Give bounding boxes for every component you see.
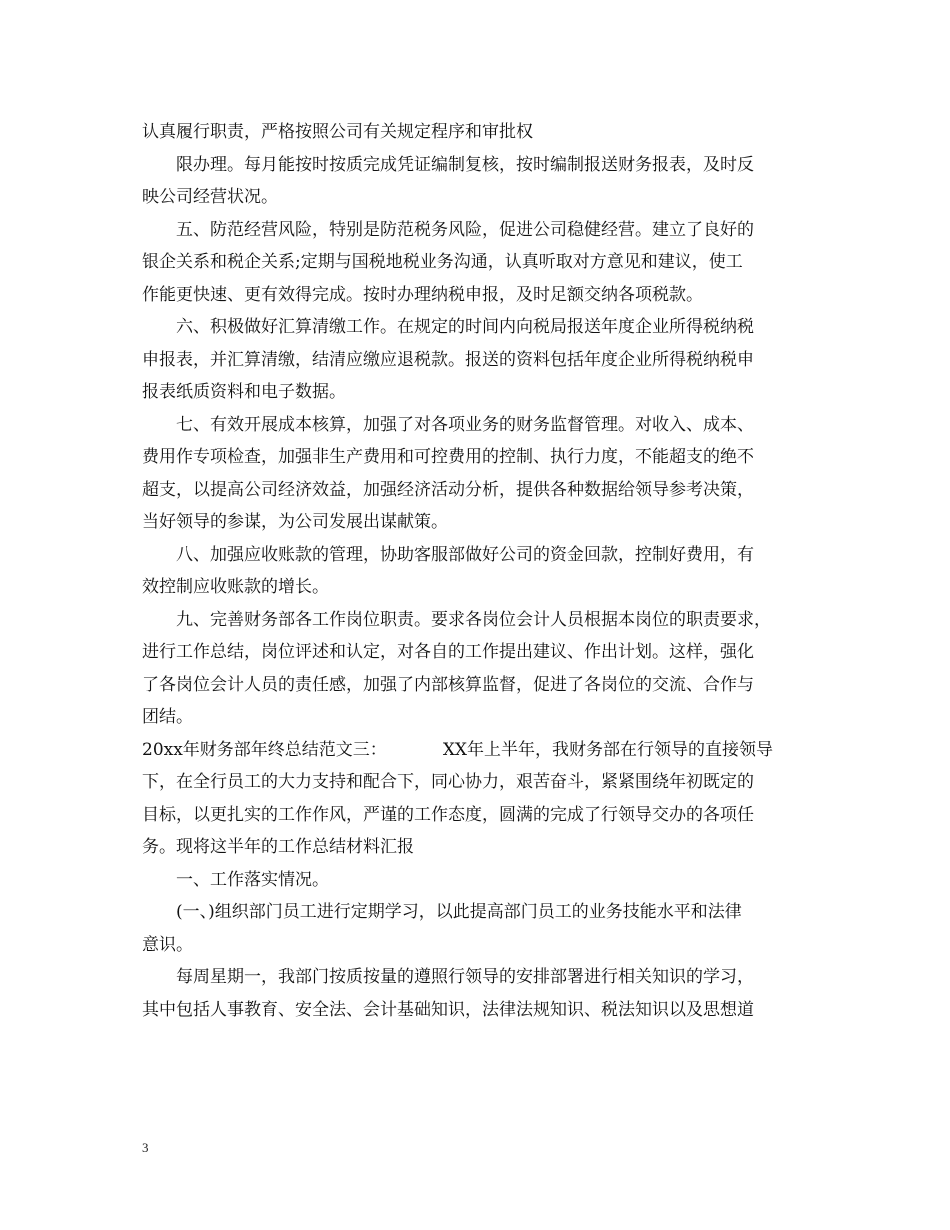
text-line: 作能更快速、更有效得完成。按时办理纳税申报，及时足额交纳各项税款。: [142, 284, 703, 305]
paragraph-seven-start: 七、有效开展成本核算，加强了对各项业务的财务监督管理。对收入、成本、: [176, 414, 754, 435]
text-line: 了各岗位会计人员的责任感，加强了内部核算监督，促进了各岗位的交流、合作与: [142, 674, 754, 695]
paragraph-six-start: 六、积极做好汇算清缴工作。在规定的时间内向税局报送年度企业所得税纳税: [176, 317, 754, 337]
section-heading: 20xx年财务部年终总结范文三：: [142, 739, 387, 760]
text-line: 认真履行职责，严格按照公司有关规定程序和审批权: [142, 122, 533, 142]
text-line: 团结。: [142, 707, 193, 727]
document-body: [142, 116, 814, 1026]
paragraph-five-start: 五、防范经营风险，特别是防范税务风险，促进公司稳健经营。建立了良好的: [176, 219, 754, 240]
section-intro-text: XX年上半年，我财务部在行领导的直接领导: [442, 739, 774, 760]
text-line: 务。现将这半年的工作总结材料汇报: [142, 837, 414, 857]
paragraph-weekly-start: 每周星期一，我部门按质按量的遵照行领导的安排部署进行相关知识的学习，: [176, 967, 754, 987]
section-heading-line: [142, 734, 814, 767]
text-line: 下，在全行员工的大力支持和配合下，同心协力，艰苦奋斗，紧紧围绕年初既定的: [142, 772, 754, 792]
text-line: 效控制应收账款的增长。: [142, 577, 329, 597]
text-line: 银企关系和税企关系;定期与国税地税业务沟通，认真听取对方意见和建议，使工: [142, 252, 743, 272]
text-line: 报表纸质资料和电子数据。: [142, 382, 346, 402]
paragraph-nine-start: 九、完善财务部各工作岗位职责。要求各岗位会计人员根据本岗位的职责要求，: [176, 609, 771, 630]
text-line: 限办理。每月能按时按质完成凭证编制复核，按时编制报送财务报表，及时反: [176, 154, 754, 175]
item-one-start: (一、)组织部门员工进行定期学习，以此提高部门员工的业务技能水平和法律: [176, 902, 742, 922]
text-line: 当好领导的参谋，为公司发展出谋献策。: [142, 512, 448, 532]
text-line: 超支，以提高公司经济效益，加强经济活动分析，提供各种数据给领导参考决策，: [142, 479, 754, 500]
text-line: 意识。: [142, 934, 193, 955]
paragraph-eight-start: 八、加强应收账款的管理，协助客服部做好公司的资金回款，控制好费用，有: [176, 544, 754, 565]
text-line: 映公司经营状况。: [142, 187, 278, 207]
text-line: 进行工作总结，岗位评述和认定，对各自的工作提出建议、作出计划。这样，强化: [142, 642, 754, 662]
subsection-heading: 一、工作落实情况。: [176, 869, 329, 890]
page-number: 3: [142, 1140, 149, 1155]
text-line: 目标，以更扎实的工作作风，严谨的工作态度，圆满的完成了行领导交办的各项任: [142, 804, 754, 825]
text-line: 申报表，并汇算清缴，结清应缴应退税款。报送的资料包括年度企业所得税纳税申: [142, 349, 754, 370]
text-line: 其中包括人事教育、安全法、会计基础知识，法律法规知识、税法知识以及思想道: [142, 999, 754, 1020]
text-line: 费用作专项检查，加强非生产费用和可控费用的控制、执行力度，不能超支的绝不: [142, 447, 754, 467]
